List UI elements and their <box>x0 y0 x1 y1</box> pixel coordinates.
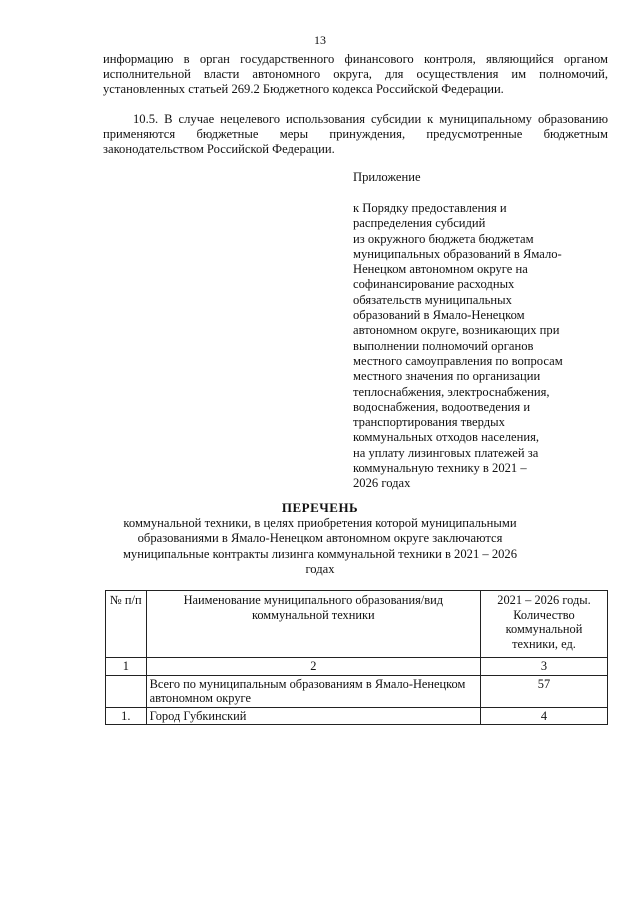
row-quantity: 4 <box>480 707 607 725</box>
header-number: № п/п <box>106 591 147 658</box>
column-number-3: 3 <box>480 658 607 676</box>
table-row <box>106 707 608 725</box>
appendix-title: Приложение <box>353 170 421 184</box>
appendix-text: к Порядку предоставления и распределения субсидий из окружного бюджета бюджетам муниципальных образований в Ямало- Ненецком автономном округе на софинансирование расходных обязательств муниципальных образований в Ямало-Ненецком автономном округе, возникающих при выполнении полномочий органов местного самоуправления по вопросам местного значения по организации теплоснабжения, электроснабжения, водоснабжения, водоотведения и транспортирования твердых коммунальных отходов населения, на уплату лизинговых платежей за коммунальную технику в 2021 – 2026 годах <box>353 201 563 491</box>
total-quantity: 57 <box>480 675 607 707</box>
column-numbering-row <box>106 658 608 676</box>
body-paragraph-2: 10.5. В случае нецелевого использования субсидии к муниципальному образованию применяются бюджетные меры принуждения, предусмотренные бюджетным законодательством Российской Федерации. <box>103 112 608 157</box>
column-number-2: 2 <box>146 658 480 676</box>
list-subtitle: коммунальной техники, в целях приобретения которой муниципальными образованиями в Ямало-Ненецком автономном округе заключаются муниципальные контракты лизинга коммунальной техники в 2021 – 2026 годах <box>122 516 518 576</box>
body-paragraph-1: информацию в орган государственного финансового контроля, являющийся органом исполнительной власти автономного округа, для осуществления им полномочий, установленных статьей 269.2 Бюджетного кодекса Российской Федерации. <box>103 52 608 97</box>
row-num: 1. <box>106 707 147 725</box>
technique-table <box>105 590 608 725</box>
total-num <box>106 675 147 707</box>
page-number: 13 <box>314 33 326 47</box>
header-name: Наименование муниципального образования/вид коммунальной техники <box>146 591 480 658</box>
table-header-row <box>106 591 608 658</box>
total-name: Всего по муниципальным образованиям в Ямало-Ненецком автономном округе <box>146 675 480 707</box>
table-row-total <box>106 675 608 707</box>
row-name: Город Губкинский <box>146 707 480 725</box>
list-title: ПЕРЕЧЕНЬ <box>281 500 359 515</box>
column-number-1: 1 <box>106 658 147 676</box>
header-quantity: 2021 – 2026 годы. Количество коммунальной техники, ед. <box>480 591 607 658</box>
